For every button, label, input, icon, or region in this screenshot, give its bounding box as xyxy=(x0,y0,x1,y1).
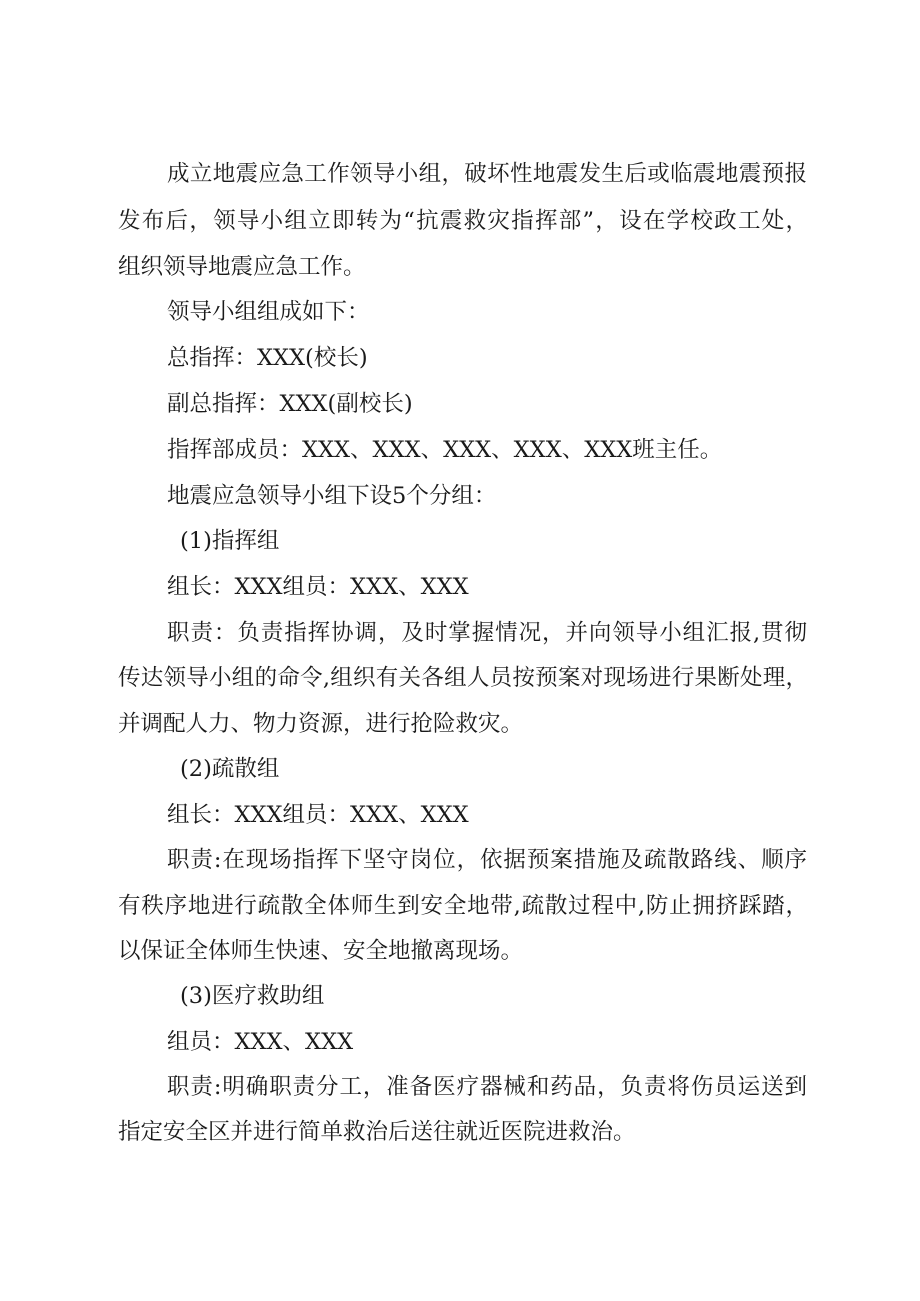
group-1-duty-line-3: 并调配人力、物力资源，进行抢险救灾。 xyxy=(118,711,524,737)
deputy-commander-line: 副总指挥：XXX(副校长) xyxy=(167,391,413,417)
group-1-members: 组长：XXX组员：XXX、XXX xyxy=(167,574,469,600)
group-3-duty-line-1: 职责:明确职责分工，准备医疗器械和药品，负责将伤员运送到 xyxy=(167,1074,807,1100)
group-3-duty-line-2: 指定安全区并进行简单救治后送往就近医院进救治。 xyxy=(118,1119,636,1145)
commander-line: 总指挥：XXX(校长) xyxy=(167,345,368,371)
group-3-heading: (3)医疗救助组 xyxy=(180,983,325,1009)
team-composition-heading: 领导小组组成如下： xyxy=(167,299,370,325)
intro-paragraph-line-1: 成立地震应急工作领导小组，破坏性地震发生后或临震地震预报 xyxy=(167,161,807,187)
group-2-heading: (2)疏散组 xyxy=(180,756,280,782)
group-1-duty-line-1: 职责：负责指挥协调，及时掌握情况，并向领导小组汇报,贯彻 xyxy=(167,620,807,646)
group-1-duty-line-2: 传达领导小组的命令,组织有关各组人员按预案对现场进行果断处理， xyxy=(118,665,808,691)
intro-paragraph-line-2: 发布后，领导小组立即转为“抗震救灾指挥部”，设在学校政工处， xyxy=(118,208,808,234)
group-1-heading: (1)指挥组 xyxy=(180,528,280,554)
group-2-duty-line-2: 有秩序地进行疏散全体师生到安全地带,疏散过程中,防止拥挤踩踏， xyxy=(118,893,808,919)
subgroups-intro-line: 地震应急领导小组下设5个分组： xyxy=(167,483,497,509)
group-2-members: 组长：XXX组员：XXX、XXX xyxy=(167,802,469,828)
intro-paragraph-line-3: 组织领导地震应急工作。 xyxy=(118,254,366,280)
group-2-duty-line-3: 以保证全体师生快速、安全地撤离现场。 xyxy=(118,938,524,964)
group-3-members: 组员：XXX、XXX xyxy=(167,1029,354,1055)
hq-members-line: 指挥部成员：XXX、XXX、XXX、XXX、XXX班主任。 xyxy=(167,437,723,463)
group-2-duty-line-1: 职责:在现场指挥下坚守岗位，依据预案措施及疏散路线、顺序 xyxy=(167,847,807,873)
